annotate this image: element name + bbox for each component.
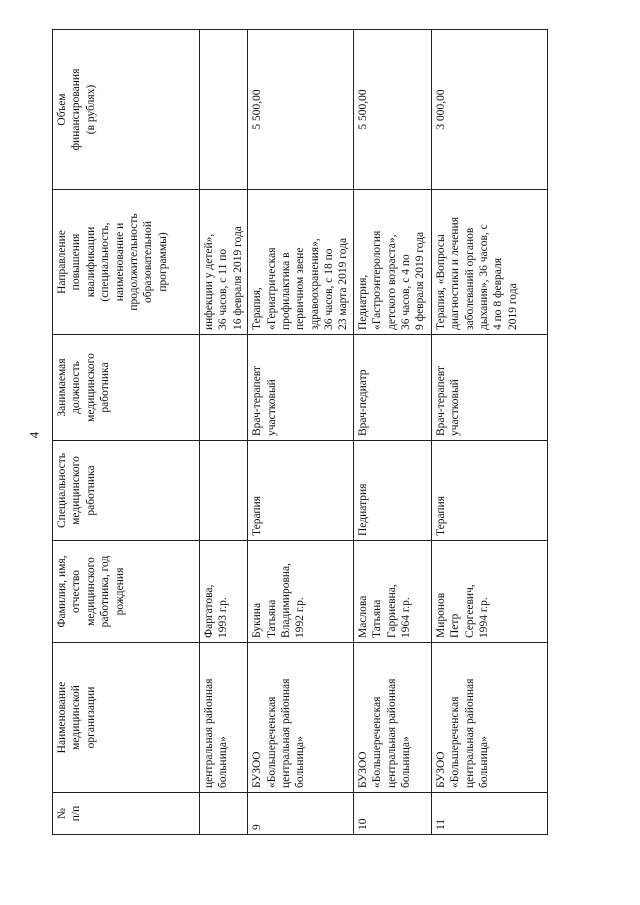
cell-position: Врач-педиатр xyxy=(353,335,431,441)
rotated-table-container xyxy=(52,30,539,835)
cell-org: БУЗОО «Большереченская центральная районная больница» xyxy=(431,643,547,793)
cell-amount: 3 000,00 xyxy=(431,30,547,190)
table-header-row xyxy=(53,30,200,835)
cell-program: Педиатрия, «Гастроэнтерология детского возраста», 36 часов, с 4 по 9 февраля 2019 года xyxy=(353,190,431,335)
cell-amount xyxy=(200,30,248,190)
cell-org: БУЗОО «Большереченская центральная районная больница» xyxy=(353,643,431,793)
cell-org: БУЗОО «Большереченская центральная районная больница» xyxy=(248,643,354,793)
header-position: Занимаемая должность медицинского работника xyxy=(53,335,200,441)
cell-num: 11 xyxy=(431,793,547,835)
table-row xyxy=(200,30,248,835)
header-specialty: Специальность медицинского работника xyxy=(53,441,200,541)
cell-program: Терапия, «Гериатрическая профилактика в первичном звене здравоохранения», 36 часов, с 18 по 23 марта 2019 года xyxy=(248,190,354,335)
cell-position: Врач-терапевт участковый xyxy=(431,335,547,441)
header-num: № п/п xyxy=(53,793,200,835)
cell-position xyxy=(200,335,248,441)
cell-position: Врач-терапевт участковый xyxy=(248,335,354,441)
header-org: Наименование медицинской организации xyxy=(53,643,200,793)
header-program: Направление повышения квалификации (специальность, наименование и продолжительность образовательной программы) xyxy=(53,190,200,335)
cell-person: Букина Татьяна Владимировна, 1992 г.р. xyxy=(248,541,354,643)
table-row xyxy=(431,30,547,835)
cell-num xyxy=(200,793,248,835)
cell-specialty: Терапия xyxy=(248,441,354,541)
cell-org: центральная районная больница» xyxy=(200,643,248,793)
cell-amount: 5 500,00 xyxy=(353,30,431,190)
table-row xyxy=(248,30,354,835)
cell-specialty: Педиатрия xyxy=(353,441,431,541)
cell-specialty: Терапия xyxy=(431,441,547,541)
cell-program: инфекции у детей», 36 часов, с 11 по 16 февраля 2019 года xyxy=(200,190,248,335)
cell-person: Маслова Татьяна Гарриевна, 1964 г.р. xyxy=(353,541,431,643)
cell-num: 10 xyxy=(353,793,431,835)
header-person: Фамилия, имя, отчество медицинского работника, год рождения xyxy=(53,541,200,643)
cell-amount: 5 500,00 xyxy=(248,30,354,190)
cell-num: 9 xyxy=(248,793,354,835)
training-table xyxy=(52,29,548,835)
cell-person: Миронов Петр Сергеевич, 1994 г.р. xyxy=(431,541,547,643)
cell-specialty xyxy=(200,441,248,541)
cell-program: Терапия, «Вопросы диагностики и лечения заболеваний органов дыхания», 36 часов, с 4 по 8 февраля 2019 года xyxy=(431,190,547,335)
header-amount: Объем финансирования (в рублях) xyxy=(53,30,200,190)
page-number: 4 xyxy=(26,431,42,439)
cell-person: Фаргатова, 1993 г.р. xyxy=(200,541,248,643)
table-row xyxy=(353,30,431,835)
